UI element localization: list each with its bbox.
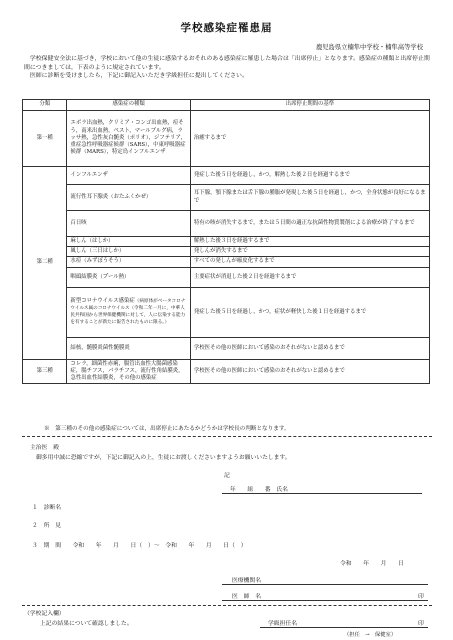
category-2: 第二種 xyxy=(23,167,67,360)
doctor-seal: 印 xyxy=(418,594,424,600)
ki-marker: 記 xyxy=(224,473,230,479)
table-row xyxy=(23,237,430,247)
covid-disease-name: 新型コロナウイルス感染症 xyxy=(70,297,135,304)
disease-table xyxy=(22,99,430,384)
doctor-name-line xyxy=(222,600,428,601)
category-3: 第三種 xyxy=(23,359,67,384)
cut-line-2 xyxy=(22,605,432,606)
period-label: ３ 期 間 令和 年 月 日（ ）～ 令和 年 月 日（ ） xyxy=(32,543,247,549)
disease-cell: エボラ出血熱，クリミア・コンゴ出血熱，痘そう，南米出血熱，ペスト，マールブルグ病，ラッサ熱，急性灰白髄炎（ポリオ），ジフテリア，重症急性呼吸器症候群（SARS），中東呼吸器症候群（MARS），特定鳥インフルエンザ xyxy=(67,111,190,167)
criteria-cell: 学校医その他の医師において感染のおそれがないと認めるまで xyxy=(190,359,429,384)
findings-label: ２ 所 見 xyxy=(32,523,61,529)
school-name: 鹿児島県立楠隼中学校・楠隼高等学校 xyxy=(315,44,423,51)
disease-cell: 麻しん（はしか） xyxy=(67,237,190,247)
header-category: 分類 xyxy=(23,100,67,111)
table-row xyxy=(23,247,430,257)
intro-line-2: 医師に診断を受けましたら，下記に御記入いただき学級担任に提出してください。 xyxy=(29,73,248,80)
intro-line-1: 学校保健安全法に基づき，学校において他の生徒に感染するおそれのある感染症に罹患した場合は「出席停止」となります。感染症の種類と出席停止期間につきましては，下表のように規定されています。 xyxy=(24,56,430,71)
disease-cell: 咽頭結膜炎（プール熱） xyxy=(67,267,190,287)
criteria-cell: 治癒するまで xyxy=(190,111,429,167)
disease-cell: 流行性耳下腺炎（おたふくかぜ） xyxy=(67,185,190,211)
request-text: 御多用中誠に恐縮ですが，下記に御記入の上，生徒にお渡しくださいますようお願いいたします。 xyxy=(36,455,291,461)
header-criteria: 出席停止期間の基準 xyxy=(190,100,429,111)
table-row xyxy=(23,185,430,211)
criteria-cell: すべての発しんが痂皮化するまで xyxy=(190,257,429,267)
disease-cell: 風しん（三日はしか） xyxy=(67,247,190,257)
disease-cell: 水痘（みずぼうそう） xyxy=(67,257,190,267)
doctor-name-label: 医 師 名 xyxy=(232,594,261,600)
table-row xyxy=(23,359,430,384)
table-row xyxy=(23,111,430,167)
table-row xyxy=(23,211,430,237)
table-footnote: ※ 第三種のその他の感染症については，出席停止にあたるかどうかは学校長の判断となります。 xyxy=(44,426,290,432)
institution-line xyxy=(222,584,428,585)
student-name-label: 年 組 番 氏名 xyxy=(230,487,288,493)
criteria-cell: 発症した後５日を経過し，かつ，解熱した後２日を経過するまで xyxy=(190,167,429,185)
teacher-name-label: 学級担任名 xyxy=(268,621,297,627)
cut-line xyxy=(22,436,432,437)
disease-cell: インフルエンザ xyxy=(67,167,190,185)
diagnosis-label: １ 診断名 xyxy=(32,505,61,511)
teacher-name-line xyxy=(260,627,428,628)
disease-cell xyxy=(67,287,190,337)
table-header-row xyxy=(23,100,430,111)
table-row xyxy=(23,287,430,337)
disease-cell: 百日咳 xyxy=(67,211,190,237)
addressee: 主治医 殿 xyxy=(30,445,59,451)
institution-label: 医療機関名 xyxy=(232,578,261,584)
teacher-seal: 印 xyxy=(418,621,424,627)
header-disease: 感染症の種類 xyxy=(67,100,190,111)
confirmation-text: 上記の結果について確認しました。 xyxy=(40,621,133,627)
criteria-cell: 発症した後５日を経過し，かつ，症状が軽快した後１日を経過するまで xyxy=(190,287,429,337)
criteria-cell: 特有の咳が消失するまで，または５日間の適正な抗菌性物質製剤による治療が終了するまで xyxy=(190,211,429,237)
page-title: 学校感染症罹患届 xyxy=(180,22,273,34)
table-row xyxy=(23,167,430,185)
table-row xyxy=(23,257,430,267)
disease-cell: コレラ，細菌性赤痢，腸管出血性大腸菌感染症，腸チフス，パラチフス，流行性角結膜炎，急性出血性結膜炎，その他の感染症 xyxy=(67,359,190,384)
issue-date: 令和 年 月 日 xyxy=(340,561,404,567)
routing-note: （担任 → 保健室） xyxy=(344,632,397,638)
criteria-cell: 耳下腺，顎下腺または舌下腺の腫脹が発現した後５日を経過し，かつ，全身状態が良好になるまで xyxy=(190,185,429,211)
covid-note: （病原体がベータコロナウイルス属のコロナウイルス（令和二年一月に，中華人民共和国から世界保健機関に対して，人に伝染する能力を有することが新たに報告されたものに限る。） xyxy=(70,298,186,326)
criteria-cell: 主要症状が消退した後２日を経過するまで xyxy=(190,267,429,287)
disease-cell: 結核，髄膜炎菌性髄膜炎 xyxy=(67,337,190,359)
table-row xyxy=(23,267,430,287)
category-1: 第一種 xyxy=(23,111,67,167)
table-row xyxy=(23,337,430,359)
school-section-label: （学校記入欄） xyxy=(24,611,65,617)
criteria-cell: 解熱した後３日を経過するまで xyxy=(190,237,429,247)
criteria-cell: 発しんが消失するまで xyxy=(190,247,429,257)
criteria-cell: 学校医その他の医師において感染のおそれがないと認めるまで xyxy=(190,337,429,359)
intro-paragraph xyxy=(24,55,434,81)
student-name-line xyxy=(222,493,422,494)
